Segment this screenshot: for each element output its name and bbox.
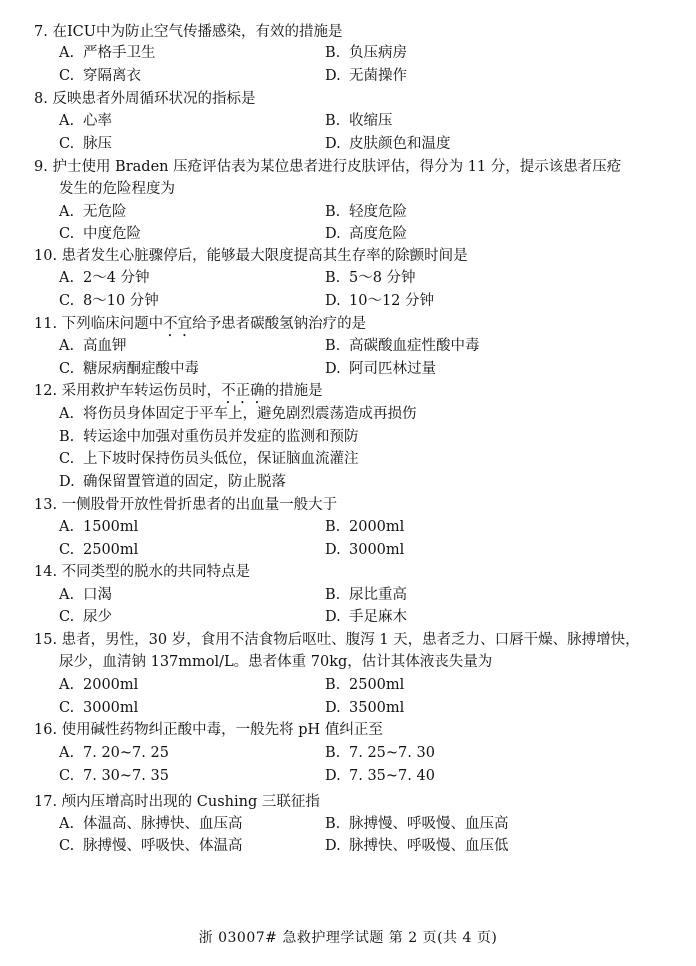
option: B. 5～8 分钟 [325,270,416,286]
option: D. 10～12 分钟 [325,293,435,309]
option: B. 轻度危险 [325,204,407,220]
option: C. 脉压 [59,136,112,152]
question-13: 13. 一侧股骨开放性骨折患者的出血量一般大于 [34,497,338,513]
option: A. 将伤员身体固定于平车上，避免剧烈震荡造成再损伤 [59,406,417,422]
question-16: 16. 使用碱性药物纠正酸中毒，一般先将 pH 值纠正至 [34,722,383,738]
option: D. 皮肤颜色和温度 [325,136,451,152]
option: C. 中度危险 [59,226,141,242]
option: A. 无危险 [59,204,127,220]
option: B. 2000ml [325,519,405,535]
option: D. 确保留置管道的固定，防止脱落 [59,474,286,490]
option: A. 高血钾 [59,338,127,354]
option: A. 体温高、脉搏快、血压高 [59,816,243,832]
question-12: 12. 采用救护车转运伤员时，不正确的措施是 [34,383,323,399]
option: B. 负压病房 [325,45,407,61]
question-14: 14. 不同类型的脱水的共同特点是 [34,564,251,580]
option: D. 3500ml [325,700,405,716]
option: A. 7. 20~7. 25 [59,745,169,761]
option: C. 穿隔离衣 [59,68,141,84]
option: D. 阿司匹林过量 [325,361,436,377]
question-9-continued: 发生的危险程度为 [59,181,175,197]
option: B. 脉搏慢、呼吸慢、血压高 [325,816,509,832]
question-7: 7. 在ICU中为防止空气传播感染，有效的措施是 [34,24,343,40]
option: A. 心率 [59,113,112,129]
option: C. 8～10 分钟 [59,293,159,309]
option: C. 上下坡时保持伤员头低位，保证脑血流灌注 [59,451,359,467]
question-8: 8. 反映患者外周循环状况的指标是 [34,91,256,107]
option: C. 7. 30~7. 35 [59,768,169,784]
emphasis-text: 不宜 [163,316,193,332]
question-9: 9. 护士使用 Braden 压疮评估表为某位患者进行皮肤评估，得分为 11 分，提示该患者压疮 [34,159,622,175]
option: B. 转运途中加强对重伤员并发症的监测和预防 [59,429,359,445]
question-15: 15. 患者，男性，30 岁，食用不洁食物后呕吐、腹泻 1 天，患者乏力、口唇干燥、脉搏增快， [34,632,640,648]
question-11: 11. 下列临床问题中不宜给予患者碳酸氢钠治疗的是 [34,316,367,332]
emphasis-text: 不正确 [221,383,265,399]
option: B. 7. 25~7. 30 [325,745,435,761]
option: B. 收缩压 [325,113,393,129]
option: A. 口渴 [59,587,112,603]
option: C. 3000ml [59,700,139,716]
option: A. 2000ml [59,677,139,693]
option: D. 手足麻木 [325,609,407,625]
option: C. 脉搏慢、呼吸快、体温高 [59,838,243,854]
option: B. 2500ml [325,677,405,693]
option: D. 脉搏快、呼吸慢、血压低 [325,838,509,854]
question-17: 17. 颅内压增高时出现的 Cushing 三联征指 [34,794,320,810]
option: C. 糖尿病酮症酸中毒 [59,361,199,377]
option: C. 2500ml [59,542,139,558]
page-footer: 浙 03007# 急救护理学试题 第 2 页(共 4 页) [198,930,498,946]
option: D. 7. 35~7. 40 [325,768,435,784]
option: B. 高碳酸血症性酸中毒 [325,338,480,354]
option: C. 尿少 [59,609,112,625]
option: D. 无菌操作 [325,68,407,84]
question-15-continued: 尿少，血清钠 137mmol/L。患者体重 70kg，估计其体液丧失量为 [59,654,493,670]
option: D. 高度危险 [325,226,407,242]
option: A. 严格手卫生 [59,45,156,61]
option: A. 2～4 分钟 [59,270,150,286]
option: B. 尿比重高 [325,587,407,603]
option: A. 1500ml [59,519,139,535]
question-10: 10. 患者发生心脏骤停后，能够最大限度提高其生存率的除颤时间是 [34,248,468,264]
option: D. 3000ml [325,542,405,558]
